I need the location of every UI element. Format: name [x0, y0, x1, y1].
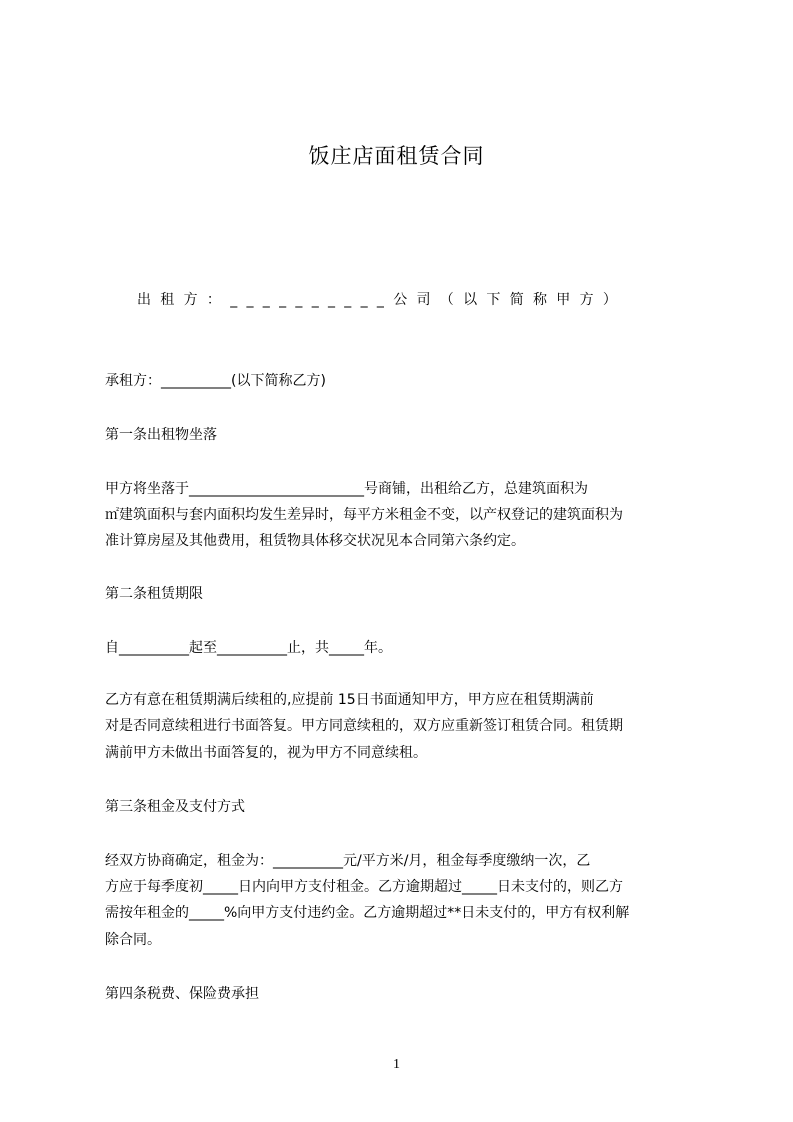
- renewal-line-2: 对是否同意续租进行书面答复。甲方同意续租的，双方应重新签订租赁合同。租赁期: [105, 718, 623, 734]
- rent-line-4: 除合同。: [105, 932, 161, 948]
- article-1-heading: 第一条出租物坐落: [105, 427, 217, 443]
- renewal-line-3: 满前甲方未做出书面答复的，视为甲方不同意续租。: [105, 745, 427, 761]
- renewal-line-1: 乙方有意在租赁期满后续租的,应提前 15日书面通知甲方，甲方应在租赁期满前: [105, 692, 594, 708]
- lessee-line: 承租方：__________(以下简称乙方): [105, 373, 326, 389]
- page-number: 1: [393, 1057, 400, 1072]
- article-1-body-line-3: 准计算房屋及其他费用，租赁物具体移交状况见本合同第六条约定。: [105, 533, 525, 549]
- rent-line-3: 需按年租金的_____%向甲方支付违约金。乙方逾期超过**日未支付的，甲方有权利解: [105, 905, 630, 921]
- document-title: 饭庄店面租赁合同: [308, 144, 485, 168]
- lease-term-line: 自__________起至__________止，共_____年。: [105, 640, 392, 656]
- article-3-heading: 第三条租金及支付方式: [105, 799, 245, 815]
- article-2-heading: 第二条租赁期限: [105, 586, 203, 602]
- rent-line-2: 方应于每季度初_____日内向甲方支付租金。乙方逾期超过_____日未支付的，则乙方: [105, 879, 623, 895]
- article-4-heading: 第四条税费、保险费承担: [105, 986, 259, 1002]
- rent-line-1: 经双方协商确定，租金为：__________元/平方米/月，租金每季度缴纳一次，乙: [105, 853, 591, 869]
- article-1-body-line-2: ㎡建筑面积与套内面积均发生差异时，每平方米租金不变，以产权登记的建筑面积为: [105, 507, 623, 523]
- article-1-body-line-1: 甲方将坐落于_________________________号商铺，出租给乙方，总建筑面积为: [105, 481, 588, 497]
- lessor-line: 出租方：__________公司（以下简称甲方）: [137, 292, 627, 308]
